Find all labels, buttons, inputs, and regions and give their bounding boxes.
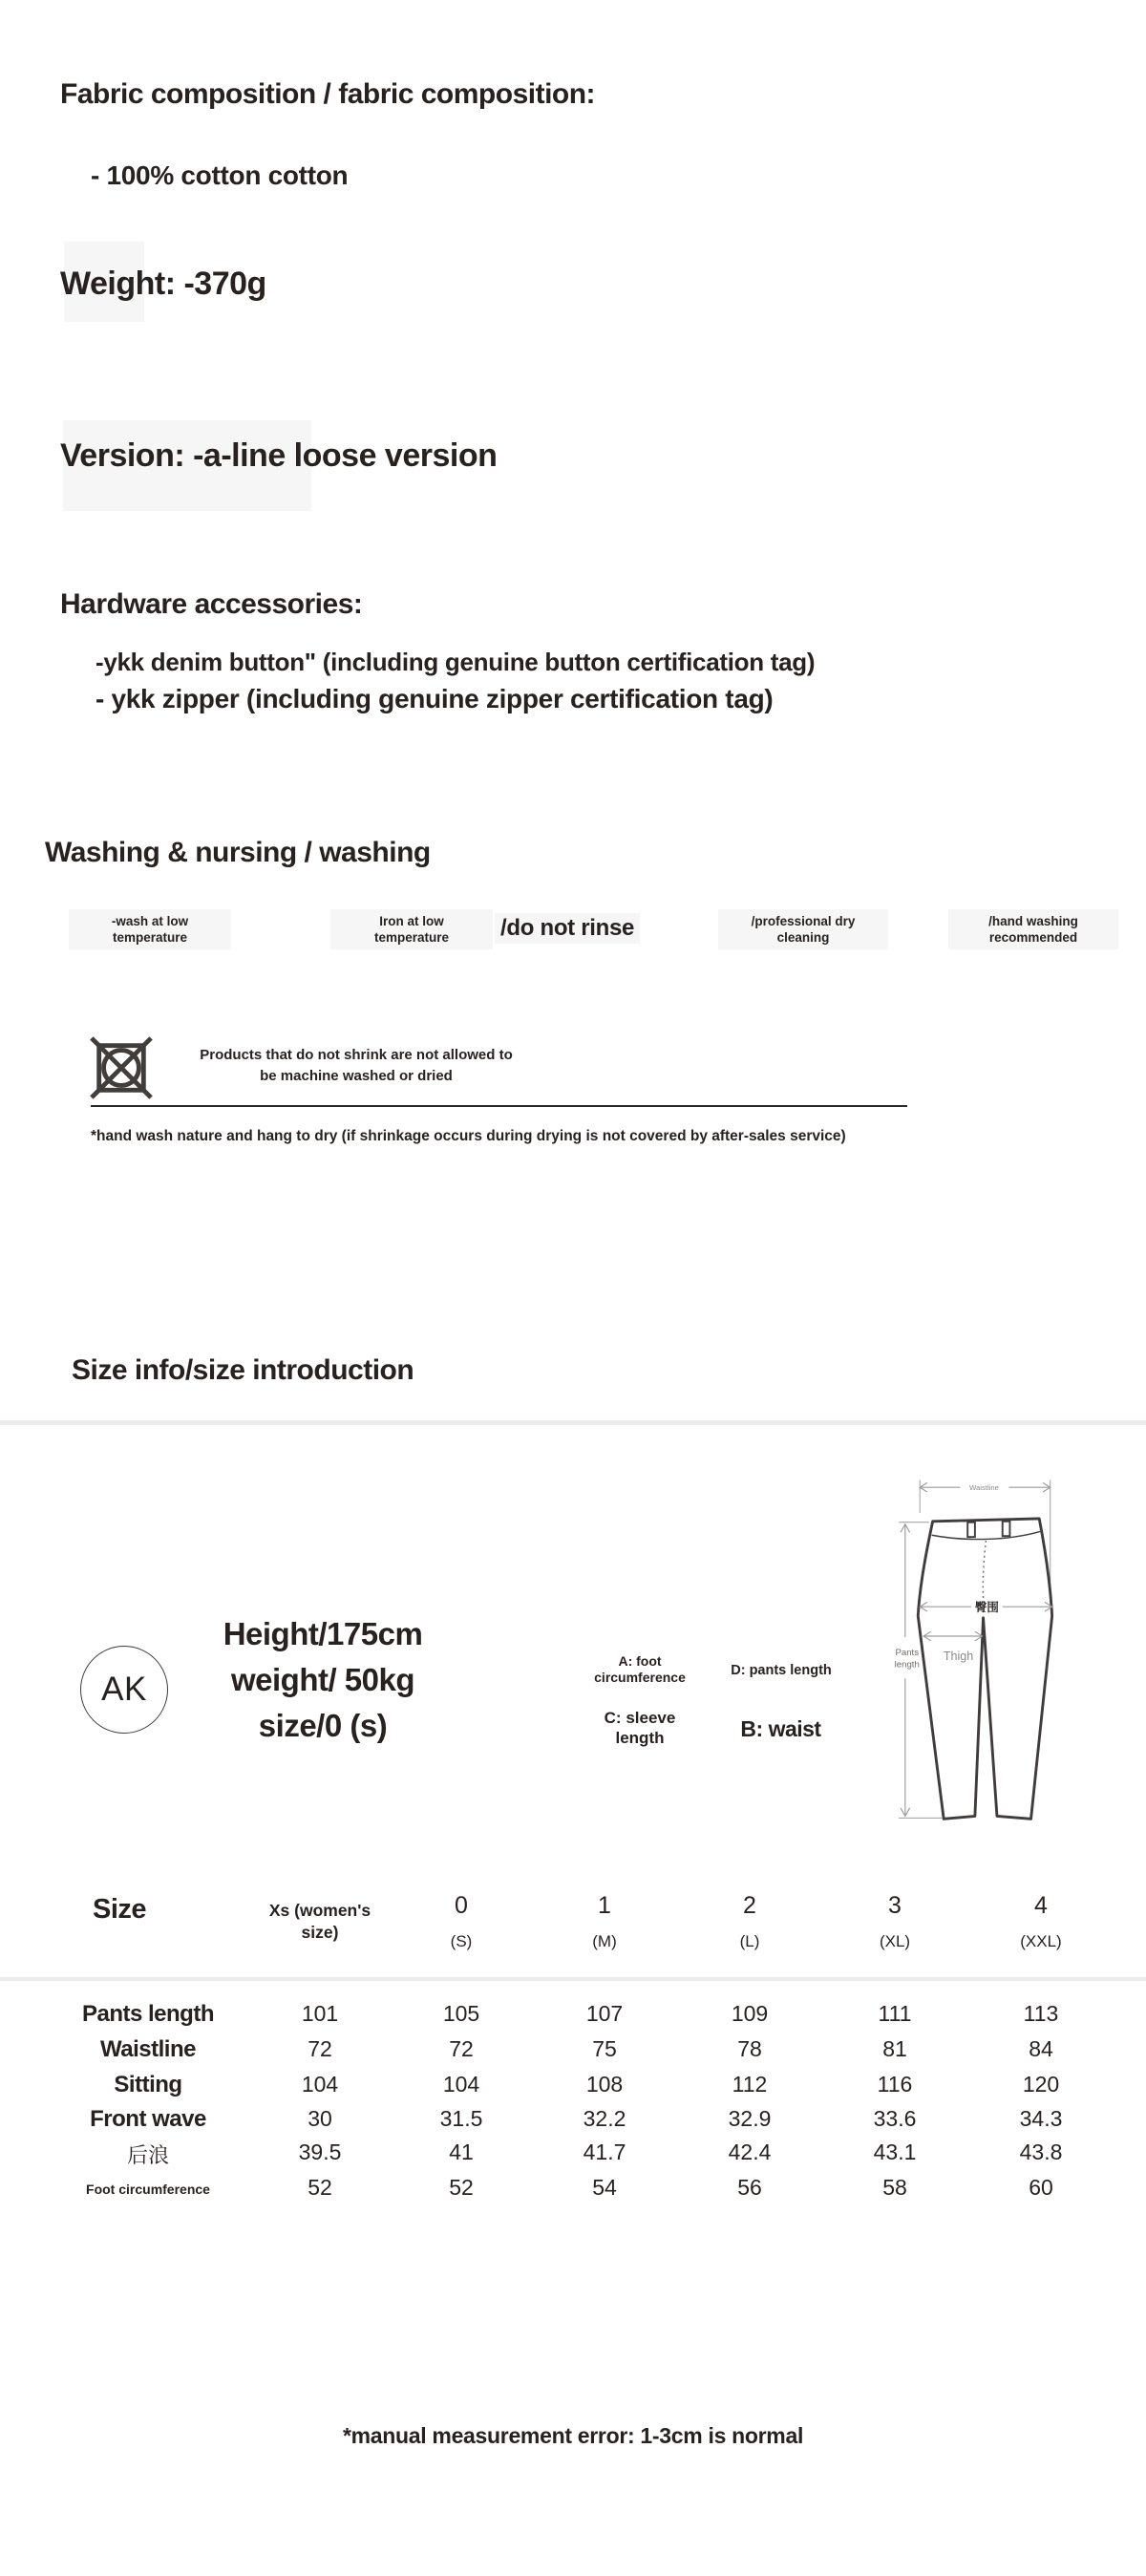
- measure-label-d: D: pants length: [731, 1663, 832, 1678]
- hardware-heading: Hardware accessories:: [60, 588, 363, 620]
- washing-footnote: *hand wash nature and hang to dry (if shrinkage occurs during drying is not covered by after-sales service): [91, 1128, 846, 1144]
- measure-label-a: A: foot circumference: [594, 1653, 686, 1685]
- washing-heading: Washing & nursing / washing: [45, 837, 431, 868]
- diagram-hip-label: 臀围: [974, 1601, 999, 1615]
- do-not-machine-wash-icon: [89, 1034, 154, 1106]
- col-header-num: 0: [455, 1892, 468, 1919]
- hardware-item: -ykk denim button" (including genuine button certification tag): [96, 648, 816, 676]
- divider-line: [91, 1105, 907, 1107]
- size-column-title: Size: [92, 1894, 147, 1925]
- fabric-item: - 100% cotton cotton: [91, 160, 349, 190]
- brand-logo: AK: [80, 1646, 168, 1734]
- measure-label-c: C: sleeve length: [604, 1709, 676, 1747]
- col-header-num: 1: [598, 1892, 611, 1919]
- measure-label-b: B: waist: [740, 1716, 821, 1741]
- diagram-pants-length-label: Pants: [895, 1648, 920, 1659]
- measurement-footnote: *manual measurement error: 1-3cm is normal: [342, 2423, 804, 2448]
- size-info-heading: Size info/size introduction: [72, 1354, 414, 1386]
- table-divider: [0, 1977, 1146, 1981]
- col-header-sub: (XXL): [1020, 1932, 1062, 1950]
- col-header-sub: (L): [739, 1932, 760, 1950]
- version-text: Version: -a-line loose version: [60, 437, 498, 474]
- weight-text: Weight: -370g: [60, 266, 266, 302]
- table-row: Front wave 30 31.5 32.2 32.9 33.6 34.3: [90, 2106, 1063, 2132]
- svg-text:length: length: [894, 1659, 920, 1671]
- do-not-rinse-label: /do not rinse: [495, 913, 640, 944]
- hand-washing-label: /hand washing recommended: [948, 909, 1118, 949]
- dry-cleaning-label: /professional dry cleaning: [718, 909, 888, 949]
- col-header-sub: (XL): [879, 1932, 911, 1950]
- col-header-sub: (M): [592, 1932, 617, 1950]
- section-divider: [0, 1420, 1146, 1425]
- col-header-sub: (S): [450, 1932, 473, 1950]
- col-header-xs: Xs (women's size): [268, 1901, 371, 1942]
- hardware-item: - ykk zipper (including genuine zipper certification tag): [96, 684, 774, 713]
- table-row: Pants length 101 105 107 109 111 113: [81, 2001, 1059, 2027]
- pants-outline: [918, 1519, 1051, 1819]
- table-row: Foot circumference 52 52 54 56 58 60: [86, 2175, 1053, 2200]
- model-stats: Height/175cm weight/ 50kg size/0 (s): [223, 1616, 423, 1743]
- table-row: Waistline 72 72 75 78 81 84: [100, 2036, 1053, 2062]
- col-header-num: 4: [1034, 1892, 1048, 1919]
- fabric-heading: Fabric composition / fabric composition:: [60, 78, 596, 110]
- table-row: Sitting 104 104 108 112 116 120: [114, 2072, 1060, 2097]
- machine-wash-note: Products that do not shrink are not allowed to be machine washed or dried: [200, 1047, 513, 1084]
- pants-diagram: [886, 1469, 1082, 1832]
- col-header-num: 2: [743, 1892, 756, 1919]
- diagram-waistline-label: Waistline: [969, 1483, 999, 1493]
- wash-low-temp-label: -wash at low temperature: [69, 909, 231, 949]
- iron-low-temp-label: Iron at low temperature: [330, 909, 493, 949]
- diagram-thigh-label: Thigh: [943, 1650, 974, 1663]
- col-header-num: 3: [888, 1892, 902, 1919]
- table-row: 后浪 39.5 41 41.7 42.4 43.1 43.8: [126, 2140, 1063, 2167]
